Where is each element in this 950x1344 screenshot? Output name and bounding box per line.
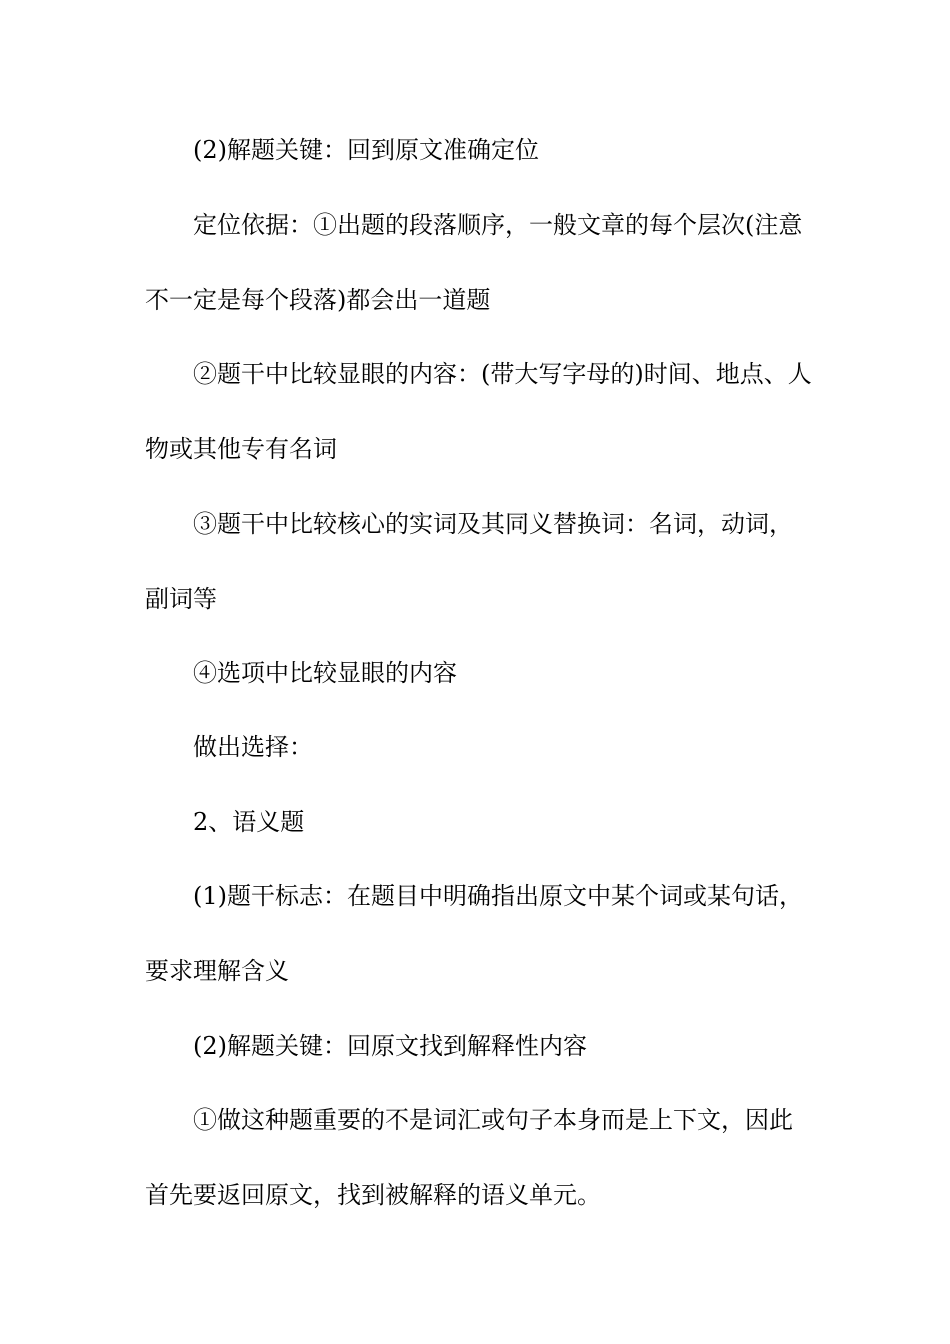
paragraph-question-marker: (1)题干标志：在题目中明确指出原文中某个词或某句话，要求理解含义 <box>145 882 803 985</box>
paragraph-key-step-explain: (2)解题关键：回原文找到解释性内容 <box>193 1032 587 1060</box>
paragraph-make-choice: 做出选择： <box>193 733 313 761</box>
section-heading-semantic-questions: 2、语义题 <box>193 808 305 836</box>
paragraph-context-first: ①做这种题重要的不是词汇或句子本身而是上下文，因此首先要返回原文，找到被解释的语义单元。 <box>145 1106 793 1209</box>
paragraph-prominent-content: ②题干中比较显眼的内容：(带大写字母的)时间、地点、人物或其他专有名词 <box>145 360 812 463</box>
paragraph-locate-basis: 定位依据：①出题的段落顺序，一般文章的每个层次(注意不一定是每个段落)都会出一道题 <box>145 211 803 314</box>
paragraph-option-content: ④选项中比较显眼的内容 <box>193 659 457 687</box>
paragraph-key-step-locate: (2)解题关键：回到原文准确定位 <box>193 136 539 164</box>
paragraph-core-words: ③题干中比较核心的实词及其同义替换词：名词，动词，副词等 <box>145 510 793 613</box>
